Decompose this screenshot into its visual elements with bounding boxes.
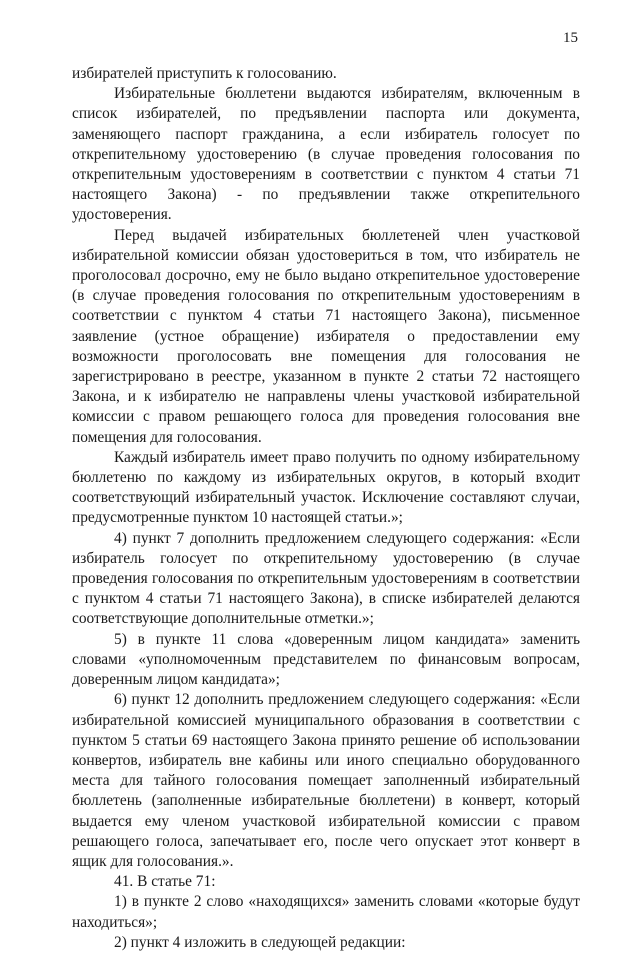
paragraph-4: Каждый избиратель имеет право получить по одному избирательному бюллетеню по каждому из избирательных округов, в который входит соответствующий избирательный участок. Исключение составляют случаи, предусмотренные пунктом 10 настоящей статьи.»; xyxy=(72,448,580,527)
paragraph-1: избирателей приступить к голосованию. xyxy=(72,65,337,82)
paragraph-9: 1) в пункте 2 слово «находящихся» заменить словами «которые будут находиться»; xyxy=(72,893,580,931)
page-number: 15 xyxy=(563,30,578,46)
paragraph-8: 41. В статье 71: xyxy=(114,873,216,891)
paragraph-10: 2) пункт 4 изложить в следующей редакции: xyxy=(114,933,406,951)
paragraph-6: 5) в пункте 11 слова «доверенным лицом кандидата» заменить словами «уполномоченным представителем по финансовым вопросам, доверенным лицом кандидата»; xyxy=(72,630,580,689)
paragraph-5: 4) пункт 7 дополнить предложением следующего содержания: «Если избиратель голосует по открепительному удостоверению (в случае проведения голосования по открепительным удостоверениям в соответствии с пунктом 4 статьи 71 настоящего Закона), в списке избирателей делаются соответствующие дополнительные отметки.»; xyxy=(72,529,580,628)
document-body xyxy=(72,64,580,953)
paragraph-3: Перед выдачей избирательных бюллетеней член участковой избирательной комиссии обязан удостовериться в том, что избиратель не проголосовал досрочно, ему не было выдано открепительное удостоверение (в случае проведения голосования по открепительным удостоверениям в соответствии с пунктом 4 статьи 71 настоящего Закона), письменное заявление (устное обращение) избирателя о предоставлении ему возможности проголосовать вне помещения для голосования не зарегистрировано в реестре, указанном в пункте 2 статьи 72 настоящего Закона, и к избирателю не направлены члены участковой избирательной комиссии с правом решающего голоса для проведения голосования вне помещения для голосования. xyxy=(72,226,580,446)
paragraph-7: 6) пункт 12 дополнить предложением следующего содержания: «Если избирательной комиссией муниципального образования в соответствии с пунктом 5 статьи 69 настоящего Закона принято решение об использовании конвертов, избиратель вне кабины или иного специально оборудованного места для тайного голосования помещает заполненный избирательный бюллетень (заполненные избирательные бюллетени) в конверт, который выдается ему членом участковой избирательной комиссии с правом решающего голоса, запечатывает его, после чего опускает этот конверт в ящик для голосования.». xyxy=(72,691,580,870)
paragraph-2: Избирательные бюллетени выдаются избирателям, включенным в список избирателей, по предъявлении паспорта или документа, заменяющего паспорт гражданина, а если избиратель голосует по открепительному удостоверению (в случае проведения голосования по открепительным удостоверениям в соответствии с пунктом 4 статьи 71 настоящего Закона) - по предъявлении также открепительного удостоверения. xyxy=(72,85,580,224)
